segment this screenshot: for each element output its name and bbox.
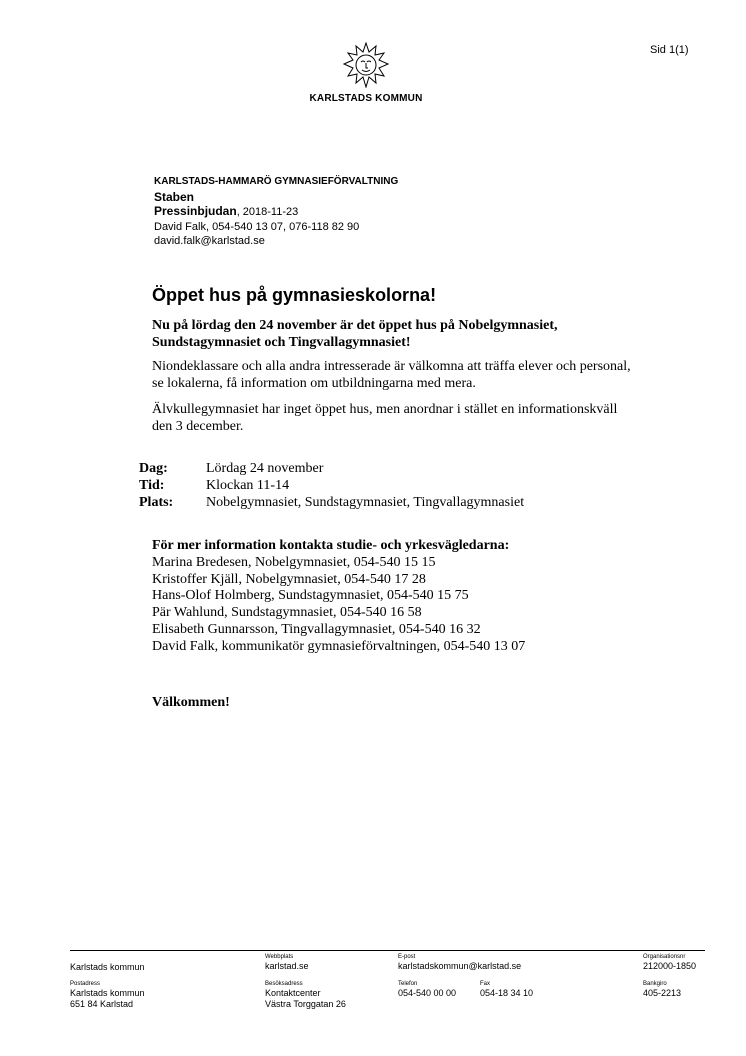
footer-besoksadress: Besöksadress Kontaktcenter Västra Torggatan 26 (265, 981, 346, 1009)
list-item: Kristoffer Kjäll, Nobelgymnasiet, 054-540 17 28 (152, 571, 426, 587)
doc-type-line (154, 204, 398, 220)
department-name: Staben (154, 189, 195, 204)
closing-text: Välkommen! (152, 695, 230, 710)
footer-name: Karlstads kommun (70, 962, 145, 972)
detail-label: Tid: (139, 478, 165, 493)
detail-value: Klockan 11-14 (206, 478, 290, 493)
contact-line: David Falk, 054-540 13 07, 076-118 82 90 (154, 220, 360, 233)
list-item: Hans-Olof Holmberg, Sundstagymnasiet, 054-540 15 75 (152, 588, 469, 604)
footer-bankgiro: Bankgiro 405-2213 (643, 981, 682, 998)
detail-row-day (139, 460, 524, 477)
footer-orgnr: Organisationsnr 212000-1850 (643, 954, 697, 971)
contact-list (152, 538, 525, 656)
intro-paragraph: Nu på lördag den 24 november är det öppet hus på Nobelgymnasiet, Sundstagymnasiet och Tingvallagymnasiet! (152, 318, 558, 350)
list-item: Marina Bredesen, Nobelgymnasiet, 054-540 15 15 (152, 554, 436, 570)
kommun-logo-text: KARLSTADS KOMMUN (309, 93, 423, 104)
list-item: Pär Wahlund, Sundstagymnasiet, 054-540 16 58 (152, 605, 422, 621)
footer-epost: E-post karlstadskommun@karlstad.se (398, 954, 522, 971)
detail-value: Nobelgymnasiet, Sundstagymnasiet, Tingvallagymnasiet (206, 495, 525, 510)
detail-row-time (139, 477, 524, 494)
footer-webbplats: Webbplats karlstad.se (265, 954, 309, 971)
list-item: David Falk, kommunikatör gymnasieförvaltningen, 054-540 13 07 (152, 638, 526, 654)
footer-telefon: Telefon 054-540 00 00 (398, 981, 457, 998)
doc-date: , 2018-11-23 (236, 206, 299, 218)
organization-name: KARLSTADS-HAMMARÖ GYMNASIEFÖRVALTNING (154, 176, 399, 187)
event-details (139, 460, 524, 511)
doc-type: Pressinbjudan (154, 204, 237, 218)
footer-webbplats-link[interactable]: karlstad.se (265, 961, 309, 971)
detail-label: Plats: (139, 495, 174, 510)
detail-row-place (139, 494, 524, 511)
contact-email: david.falk@karlstad.se (154, 235, 265, 247)
body-paragraph: Niondeklassare och alla andra intresserade är välkomna att träffa elever och personal, se lokalerna, få information om utbildningarna med mera. (152, 359, 631, 391)
footer-epost-link[interactable]: karlstadskommun@karlstad.se (398, 961, 522, 971)
footer-divider (70, 950, 705, 951)
page-number: Sid 1(1) (650, 44, 689, 56)
sender-header (154, 175, 398, 249)
detail-label: Dag: (139, 461, 168, 476)
sun-emblem-icon (343, 42, 389, 88)
footer-fax: Fax 054-18 34 10 (480, 981, 534, 998)
page-title: Öppet hus på gymnasieskolorna! (152, 285, 437, 305)
footer-postadress: Postadress Karlstads kommun 651 84 Karlstad (70, 981, 145, 1009)
body-paragraph: Älvkullegymnasiet har inget öppet hus, men anordnar i stället en informationskväll den 3 december. (152, 402, 618, 434)
detail-value: Lördag 24 november (206, 461, 324, 476)
contacts-heading: För mer information kontakta studie- och yrkesvägledarna: (152, 538, 510, 553)
list-item: Elisabeth Gunnarsson, Tingvallagymnasiet, 054-540 16 32 (152, 621, 481, 637)
